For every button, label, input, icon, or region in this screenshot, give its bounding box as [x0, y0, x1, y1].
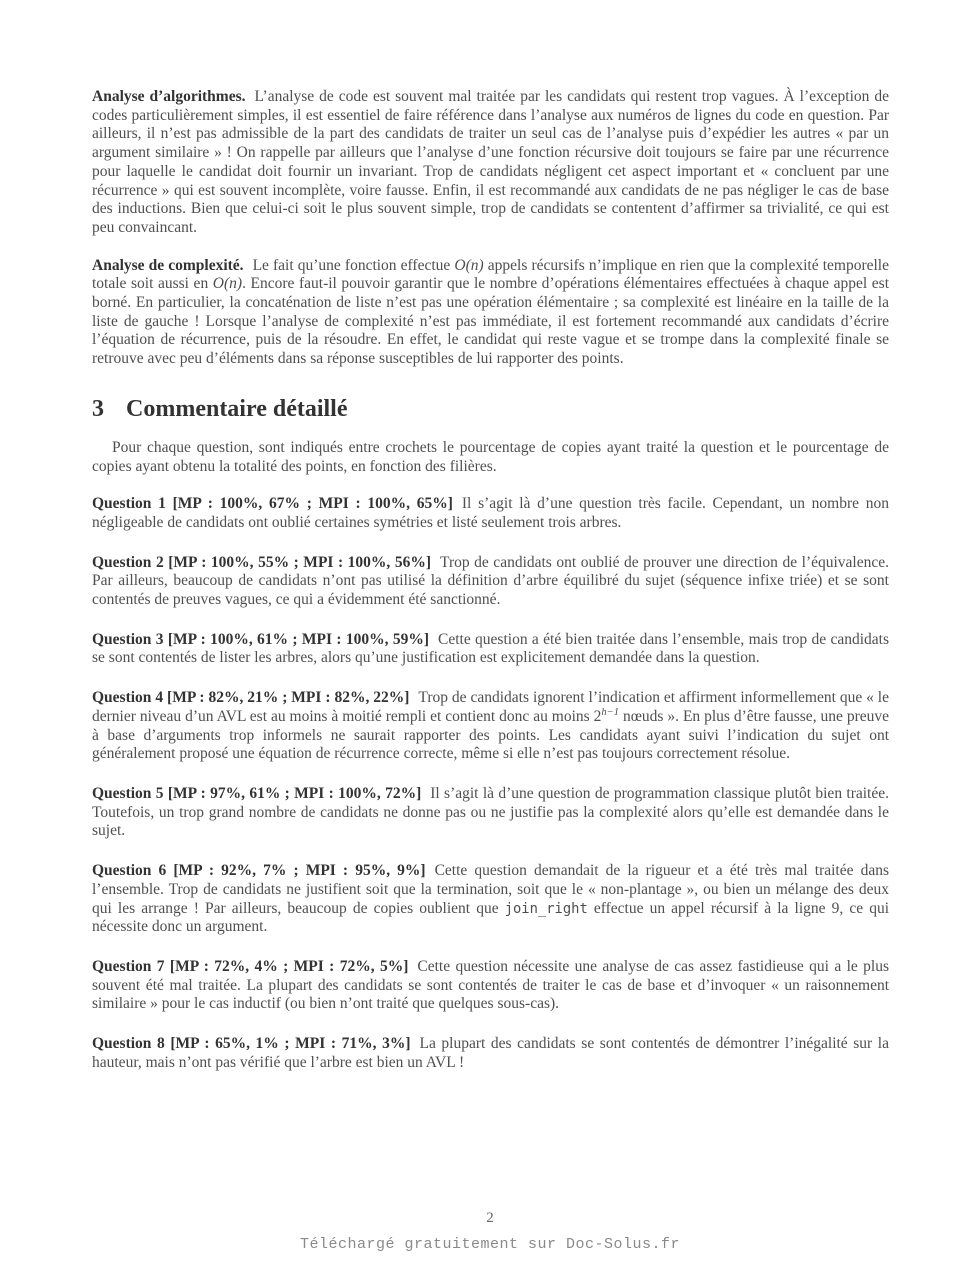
section-intro-paragraph: Pour chaque question, sont indiqués entre crochets le pourcentage de copies ayant traité la question et le pourcentage de copies ayant obtenu la totalité des points, en fonction des filières.: [92, 438, 889, 475]
section-heading: [92, 395, 889, 423]
paragraph-lead: Question 4 [MP : 82%, 21% ; MPI : 82%, 22%]: [92, 689, 410, 707]
paragraph-analyse-algorithmes: [92, 88, 889, 238]
text-segment: Cette question a été bien traitée dans l’ensemble, mais trop de candidats se sont contentés de lister les arbres, alors qu’une justification est explicitement demandée dans la question.: [92, 630, 890, 667]
section-number: 3: [92, 395, 104, 422]
paragraph-lead: Analyse de complexité.: [92, 256, 244, 274]
text-segment: h−1: [601, 706, 620, 718]
text-segment: O(n): [212, 275, 243, 293]
paragraph-lead: Question 8 [MP : 65%, 1% ; MPI : 71%, 3%]: [92, 1035, 411, 1053]
text-segment: Le fait qu’une fonction effectue: [252, 256, 455, 274]
text-segment: Cette question nécessite une analyse de cas assez fastidieuse qui a le plus souvent été mal traitée. La plupart des candidats se sont contentés de traiter le cas de base et d’invoquer « un raisonnement similaire » pour le cas inductif (ou bien n’ont traité que quelques sous-cas).: [92, 957, 890, 1013]
question-2-paragraph: [92, 554, 889, 610]
text-segment: Il s’agit là d’une question très facile. Cependant, un nombre non négligeable de candidats ont oublié certaines symétries et listé seulement trois arbres.: [92, 495, 889, 531]
text-segment: effectue un appel récursif à la ligne 9, ce qui nécessite donc un argument.: [92, 899, 890, 936]
text-segment: . Encore faut-il pouvoir garantir que le nombre d’opérations élémentaires effectuées à chaque appel est borné. En particulier, la concaténation de liste n’est pas une opération élémentaire ; sa complexité est linéaire en la taille de la liste de gauche ! Lorsque l’analyse de complexité n’est pas immédiate, il est fortement recommandé aux candidats d’écrire l’équation de récurrence, puis de la résoudre. En effet, le candidat qui reste vague et se trompe dans la complexité finale se retrouve avec peu d’éléments dans sa réponse susceptibles de lui rapporter des points.: [92, 275, 890, 368]
text-segment: O(n): [454, 256, 484, 274]
section-title: Commentaire détaillé: [126, 395, 348, 422]
question-5-paragraph: [92, 785, 889, 841]
paragraph-lead: Question 7 [MP : 72%, 4% ; MPI : 72%, 5%]: [92, 957, 409, 975]
paragraph-lead: Question 1 [MP : 100%, 67% ; MPI : 100%, 65%]: [92, 495, 453, 513]
paragraph-lead: Question 6 [MP : 92%, 7% ; MPI : 95%, 9%]: [92, 862, 426, 880]
text-segment: L’analyse de code est souvent mal traitée par les candidats qui restent trop vagues. À l’exception de codes particulièrement simples, il est essentiel de faire référence dans l’analyse aux numéros de lignes du code en question. Par ailleurs, il n’est pas admissible de la part des candidats de traiter un seul cas de l’analyse puis d’expédier les autres « par un argument similaire » ! On rappelle par ailleurs que l’analyse d’une fonction récursive doit toujours se faire par une récurrence pour laquelle le candidat doit fournir un invariant. Trop de candidats négligent cet aspect important et « concluent par une récurrence » qui est souvent incomplète, voire fausse. Enfin, il est recommandé aux candidats de ne pas négliger le cas de base des inductions. Bien que celui-ci soit le plus souvent simple, trop de candidats se contentent d’affirmer sa trivialité, ce qui est peu convaincant.: [92, 88, 889, 236]
text-segment: nœuds ». En plus d’être fausse, une preuve à base d’arguments trop informels ne saurait rapporter des points. Les candidats ayant suivi l’indication du sujet ont généralement proposé une équation de récurrence correcte, même si elle n’est pas toujours correctement résolue.: [92, 707, 889, 763]
question-8-paragraph: [92, 1035, 889, 1072]
paragraph-lead: Question 5 [MP : 97%, 61% ; MPI : 100%, 72%]: [92, 784, 422, 802]
text-segment: Il s’agit là d’une question de programmation classique plutôt bien traitée. Toutefois, un trop grand nombre de candidats ne donne pas ou ne justifie pas la complexité alors qu’elle est demandée dans le sujet.: [92, 784, 889, 840]
text-segment: appels récursifs n’implique en rien que la complexité temporelle totale soit aussi en: [92, 256, 889, 293]
paragraph-lead: Question 3 [MP : 100%, 61% ; MPI : 100%, 59%]: [92, 630, 429, 648]
question-1-paragraph: [92, 495, 889, 532]
text-segment: La plupart des candidats se sont contentés de démontrer l’inégalité sur la hauteur, mais n’ont pas vérifié que l’arbre est bien un AVL !: [92, 1035, 889, 1071]
question-3-paragraph: [92, 631, 889, 668]
paragraph-analyse-complexite: [92, 257, 889, 369]
page-content: [92, 88, 889, 1093]
paragraph-lead: Analyse d’algorithmes.: [92, 88, 246, 105]
text-segment: Cette question demandait de la rigueur et a été très mal traitée dans l’ensemble. Trop de candidats ne justifient soit que la termination, soit que le « non-plantage », ou bien un mélange des deux qui les arrange ! Par ailleurs, beaucoup de copies oublient que: [92, 862, 889, 917]
text-segment: Trop de candidats ont oublié de prouver une direction de l’équivalence. Par ailleurs, beaucoup de candidats n’ont pas utilisé la définition d’arbre équilibré du sujet (séquence infixe triée) et se sont contentés de preuves vagues, ce qui a évidemment été sanctionné.: [92, 553, 889, 609]
question-7-paragraph: [92, 958, 889, 1014]
page-number: 2: [486, 1210, 494, 1226]
watermark-footer: Téléchargé gratuitement sur Doc-Solus.fr: [299, 1236, 681, 1253]
text-segment: Trop de candidats ignorent l’indication et affirment informellement que « le dernier niveau d’un AVL est au moins à moitié rempli et contient donc au moins 2: [92, 689, 889, 725]
paragraph-lead: Question 2 [MP : 100%, 55% ; MPI : 100%, 56%]: [92, 553, 432, 571]
question-4-paragraph: [92, 689, 889, 764]
text-segment: join_right: [504, 900, 588, 917]
question-6-paragraph: [92, 862, 889, 937]
